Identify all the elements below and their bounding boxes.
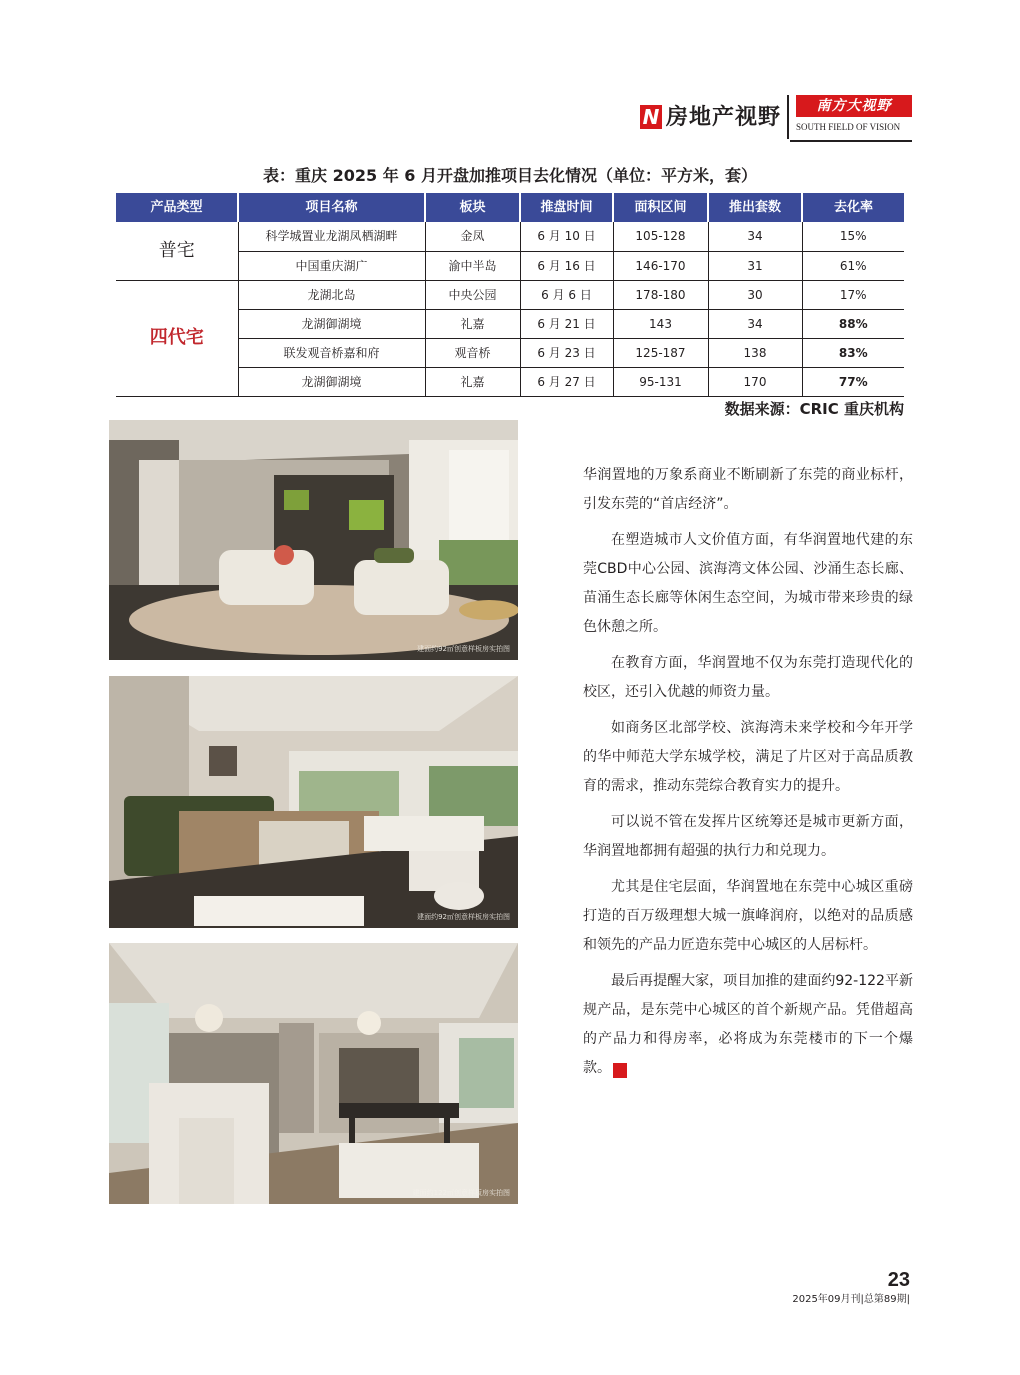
table-row xyxy=(116,280,904,309)
table-cell: 17% xyxy=(802,280,904,309)
table-cell: 31 xyxy=(708,251,802,280)
n-logo-icon: N xyxy=(640,105,662,129)
table-cell: 34 xyxy=(708,222,802,251)
product-type-cell: 普宅 xyxy=(116,222,238,280)
article-paragraph: 在教育方面，华润置地不仅为东莞打造现代化的校区，还引入优越的师资力量。 xyxy=(583,655,913,700)
table-cell: 143 xyxy=(613,309,708,338)
header-cell: 产品类型 xyxy=(116,193,238,222)
table-cell: 6 月 10 日 xyxy=(520,222,613,251)
table-cell: 中国重庆湖广 xyxy=(238,251,425,280)
header-cell: 面积区间 xyxy=(613,193,708,222)
table-cell: 龙湖御湖境 xyxy=(238,367,425,396)
dining-room-photo xyxy=(109,943,518,1204)
page-number: 23 xyxy=(887,1269,910,1291)
table-cell: 礼嘉 xyxy=(425,309,520,338)
sales-table xyxy=(116,193,904,397)
article-body xyxy=(583,461,913,1090)
article-paragraph: 可以说不管在发挥片区统筹还是城市更新方面，华润置地都拥有超强的执行力和兑现力。 xyxy=(583,814,913,859)
table-cell: 观音桥 xyxy=(425,338,520,367)
masthead-title: 房地产视野 xyxy=(666,104,782,130)
table-cell: 渝中半岛 xyxy=(425,251,520,280)
table-cell: 金凤 xyxy=(425,222,520,251)
table-cell: 88% xyxy=(802,309,904,338)
data-source: 数据来源：CRIC 重庆机构 xyxy=(724,400,904,418)
table-cell: 170 xyxy=(708,367,802,396)
photo-caption: 建面约92㎡创意样板房实拍图 xyxy=(417,913,510,921)
article-paragraph-last xyxy=(583,967,913,1083)
table-cell: 95-131 xyxy=(613,367,708,396)
bedroom-photo xyxy=(109,676,518,928)
header-cell: 推盘时间 xyxy=(520,193,613,222)
table-cell: 146-170 xyxy=(613,251,708,280)
table-cell: 77% xyxy=(802,367,904,396)
photo-caption: 建面约92㎡创意样板房实拍图 xyxy=(417,645,510,653)
header-cell: 推出套数 xyxy=(708,193,802,222)
table-header-row xyxy=(116,193,904,222)
table-cell: 34 xyxy=(708,309,802,338)
table-title: 表：重庆 2025 年 6 月开盘加推项目去化情况（单位：平方米，套） xyxy=(263,166,757,185)
header-cell: 去化率 xyxy=(802,193,904,222)
table-row xyxy=(116,222,904,251)
table-cell: 83% xyxy=(802,338,904,367)
masthead-divider xyxy=(787,95,789,139)
table-cell: 6 月 6 日 xyxy=(520,280,613,309)
table-cell: 礼嘉 xyxy=(425,367,520,396)
issue-info: 2025年09月刊|总第89期| xyxy=(792,1294,910,1305)
photo-caption: 建面约122㎡创意样板房实拍图 xyxy=(412,1189,510,1197)
masthead xyxy=(640,95,912,139)
table-cell: 龙湖北岛 xyxy=(238,280,425,309)
header-cell: 项目名称 xyxy=(238,193,425,222)
article-paragraph: 如商务区北部学校、滨海湾未来学校和今年开学的华中师范大学东城学校，满足了片区对于高品质教育的需求，推动东莞综合教育实力的提升。 xyxy=(583,720,913,794)
table-cell: 中央公园 xyxy=(425,280,520,309)
article-paragraph: 在塑造城市人文价值方面，有华润置地代建的东莞CBD中心公园、滨海湾文体公园、沙涌生态长廊、苗涌生态长廊等休闲生态空间，为城市带来珍贵的绿色休憩之所。 xyxy=(583,532,913,635)
table-cell: 6 月 21 日 xyxy=(520,309,613,338)
article-paragraph-text: 最后再提醒大家，项目加推的建面约92-122平新规产品，是东莞中心城区的首个新规产品。凭借超高的产品力和得房率，必将成为东莞楼市的下一个爆款。 xyxy=(583,973,913,1076)
article-paragraph: 尤其是住宅层面，华润置地在东莞中心城区重磅打造的百万级理想大城一旗峰润府，以绝对的品质感和领先的产品力匠造东莞中心城区的人居标杆。 xyxy=(583,879,913,953)
article-paragraph: 华润置地的万象系商业不断刷新了东莞的商业标杆，引发东莞的“首店经济”。 xyxy=(583,467,913,512)
table-cell: 178-180 xyxy=(613,280,708,309)
masthead-rule xyxy=(790,140,912,142)
table-cell: 龙湖御湖境 xyxy=(238,309,425,338)
table-cell: 科学城置业龙湖凤栖湖畔 xyxy=(238,222,425,251)
table-cell: 6 月 16 日 xyxy=(520,251,613,280)
table-cell: 30 xyxy=(708,280,802,309)
table-cell: 125-187 xyxy=(613,338,708,367)
living-room-photo xyxy=(109,420,518,660)
brand-english: SOUTH FIELD OF VISION xyxy=(796,122,901,132)
product-type-cell: 四代宅 xyxy=(116,280,238,396)
table-cell: 联发观音桥嘉和府 xyxy=(238,338,425,367)
table-cell: 6 月 27 日 xyxy=(520,367,613,396)
table-cell: 15% xyxy=(802,222,904,251)
table-cell: 105-128 xyxy=(613,222,708,251)
table-cell: 6 月 23 日 xyxy=(520,338,613,367)
header-cell: 板块 xyxy=(425,193,520,222)
brand-logo: 南方大视野 xyxy=(796,95,912,117)
table-cell: 138 xyxy=(708,338,802,367)
table-cell: 61% xyxy=(802,251,904,280)
end-mark-icon: N xyxy=(613,1063,627,1078)
